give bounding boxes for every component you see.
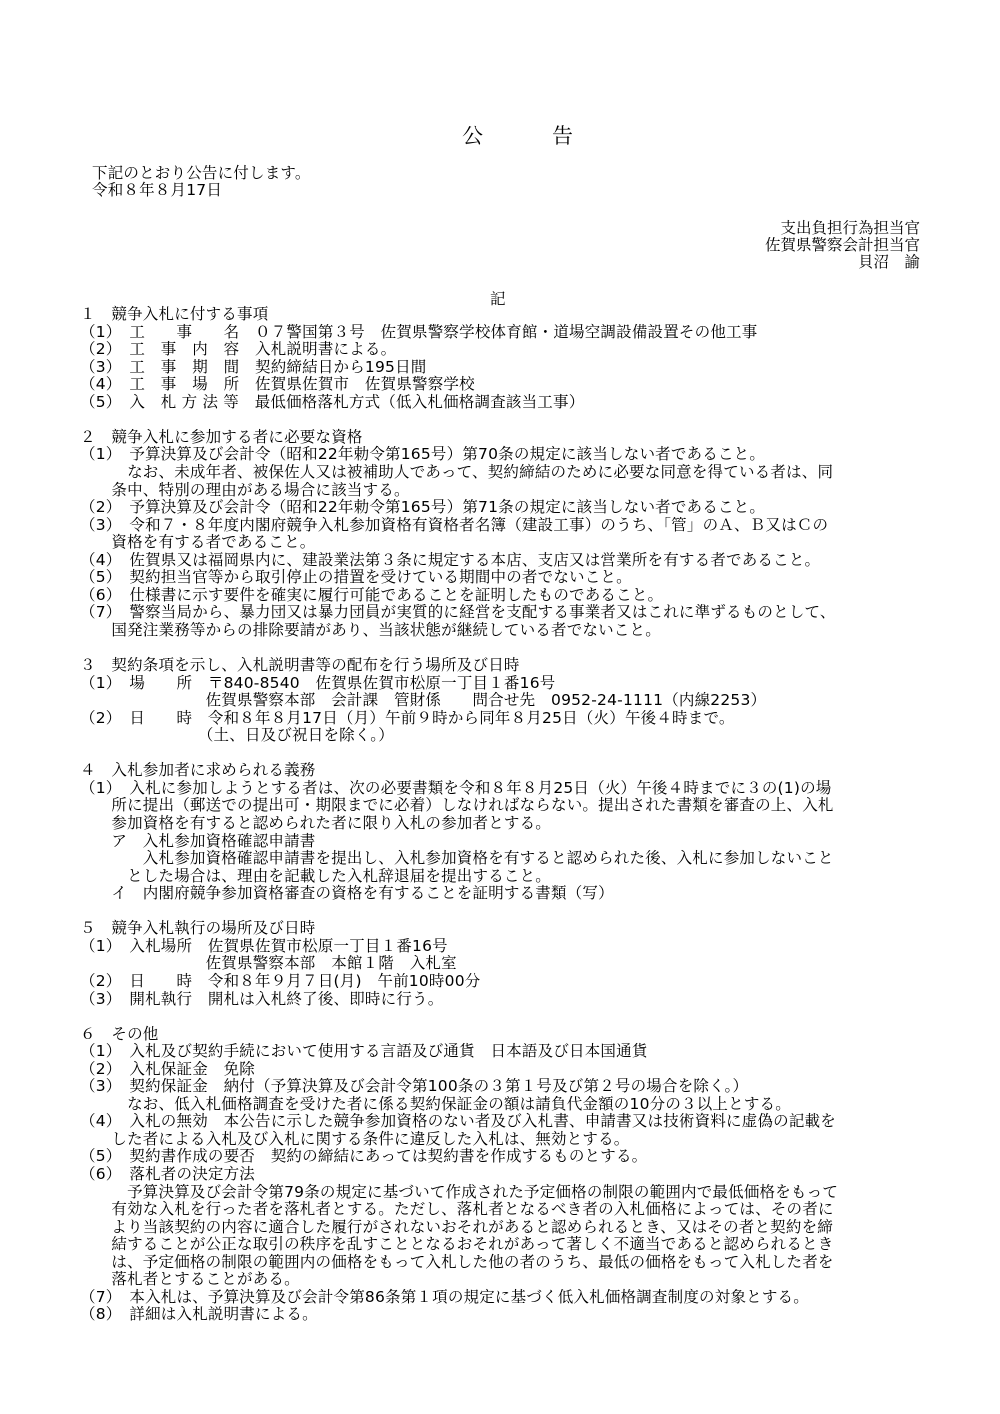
body-line: ４ 入札参加者に求められる義務 bbox=[80, 761, 316, 780]
body-line: （2） 日 時 令和８年８月17日（月）午前９時から同年８月25日（火）午後４時まで。 bbox=[80, 708, 735, 727]
body-line: 予算決算及び会計令第79条の規定に基づいて作成された予定価格の制限の範囲内で最低価格をもって bbox=[80, 1182, 839, 1201]
page-title: 公 告 bbox=[462, 124, 597, 148]
body-line: （1） 予算決算及び会計令（昭和22年勅令第165号）第70条の規定に該当しない者であること。 bbox=[80, 445, 766, 464]
body-line: （2） 日 時 令和８年９月７日(月) 午前10時00分 bbox=[80, 971, 481, 990]
body-line: （土、日及び祝日を除く。） bbox=[80, 726, 394, 745]
body-line: 国発注業務等からの排除要請があり、当該状態が継続している者でないこと。 bbox=[80, 620, 661, 639]
body-line: （8） 詳細は入札説明書による。 bbox=[80, 1305, 318, 1324]
body-line: 資格を有する者であること。 bbox=[80, 533, 316, 552]
body-line: （1） 工 事 名 ０７警国第３号 佐賀県警察学校体育館・道場空調設備設置その他工事 bbox=[80, 322, 758, 341]
body-line: 所に提出（郵送での提出可・期限までに必着）しなければならない。提出された書類を審査の上、入札 bbox=[80, 796, 834, 815]
body-line: （4） 佐賀県又は福岡県内に、建設業法第３条に規定する本店、支店又は営業所を有する者であること。 bbox=[80, 550, 821, 569]
body-line: ５ 競争入札執行の場所及び日時 bbox=[80, 919, 316, 938]
issuer-name: 貝沼 諭 bbox=[857, 253, 920, 271]
body-line: （7） 本入札は、予算決算及び会計令第86条第１項の規定に基づく低入札価格調査制度の対象とする。 bbox=[80, 1287, 809, 1306]
body-line: した者による入札及び入札に関する条件に違反した入札は、無効とする。 bbox=[80, 1129, 630, 1148]
body-line: （1） 入札場所 佐賀県佐賀市松原一丁目１番16号 bbox=[80, 936, 448, 955]
body-line: （3） 工 事 期 間 契約締結日から195日間 bbox=[80, 357, 427, 376]
body-line: 落札者とすることがある。 bbox=[80, 1270, 300, 1289]
body-line: ３ 契約条項を示し、入札説明書等の配布を行う場所及び日時 bbox=[80, 656, 520, 674]
body-line: （6） 落札者の決定方法 bbox=[80, 1165, 256, 1183]
body-line: （3） 契約保証金 納付（予算決算及び会計令第100条の３第１号及び第２号の場合を除く。） bbox=[80, 1077, 749, 1096]
body-line: （1） 入札及び契約手続において使用する言語及び通貨 日本語及び日本国通貨 bbox=[80, 1042, 648, 1061]
body-line: 参加資格を有すると認められた者に限り入札の参加者とする。 bbox=[80, 814, 552, 832]
body-line: １ 競争入札に付する事項 bbox=[80, 305, 269, 323]
body-line: ６ その他 bbox=[80, 1024, 159, 1043]
body-line: は、予定価格の制限の範囲内の価格をもって入札した他の者のうち、最低の価格をもって入札した者を bbox=[80, 1252, 834, 1271]
body-line: （4） 入札の無効 本公告に示した競争参加資格のない者及び入札書、申請書又は技術資料に虚偽の記載を bbox=[80, 1112, 836, 1131]
body-line: （6） 仕様書に示す要件を確実に履行可能であることを証明したものであること。 bbox=[80, 585, 664, 604]
body-line: 佐賀県警察本部 会計課 管財係 問合せ先 0952-24-1111（内線2253） bbox=[80, 691, 767, 710]
body-line: （3） 令和７・８年度内閣府競争入札参加資格有資格者名簿（建設工事）のうち、「管」のＡ、Ｂ又はＣの bbox=[80, 515, 829, 534]
body-line: より当該契約の内容に適合した履行がされないおそれがあると認められるとき、又はその者と契約を締 bbox=[80, 1217, 833, 1236]
body-line: （3） 開札執行 開札は入札終了後、即時に行う。 bbox=[80, 989, 444, 1008]
body-line: なお、低入札価格調査を受けた者に係る契約保証金の額は請負代金額の10分の３以上とする。 bbox=[80, 1094, 791, 1113]
body-line: イ 内閣府競争参加資格審査の資格を有することを証明する書類（写） bbox=[80, 884, 614, 903]
body-line: （1） 場 所 〒840-8540 佐賀県佐賀市松原一丁目１番16号 bbox=[80, 673, 556, 692]
body-line: （4） 工 事 場 所 佐賀県佐賀市 佐賀県警察学校 bbox=[80, 375, 475, 394]
intro-text: 下記のとおり公告に付します。 bbox=[92, 164, 311, 182]
body-line: 結することが公正な取引の秩序を乱すこととなるおそれがあって著しく不適当であると認められるとき bbox=[80, 1235, 834, 1254]
body-line: 条中、特別の理由がある場合に該当する。 bbox=[80, 480, 410, 499]
body-line: ア 入札参加資格確認申請書 bbox=[80, 831, 316, 850]
ki-heading: 記 bbox=[490, 290, 506, 308]
issuer-title: 支出負担行為担当官 bbox=[780, 219, 920, 237]
body-line: ２ 競争入札に参加する者に必要な資格 bbox=[80, 427, 363, 446]
body-line: （5） 契約担当官等から取引停止の措置を受けている期間中の者でないこと。 bbox=[80, 568, 632, 587]
body-line: （2） 工 事 内 容 入札説明書による。 bbox=[80, 340, 397, 359]
body-line: （2） 入札保証金 免除 bbox=[80, 1059, 256, 1078]
body-line: 入札参加資格確認申請書を提出し、入札参加資格を有すると認められた後、入札に参加しないこと bbox=[80, 849, 834, 868]
body-line: （1） 入札に参加しようとする者は、次の必要書類を令和８年８月25日（火）午後４時までに３の(1)の場 bbox=[80, 778, 832, 797]
notice-date: 令和８年８月17日 bbox=[92, 181, 223, 199]
body-line: なお、未成年者、被保佐人又は被補助人であって、契約締結のために必要な同意を得ている者は、同 bbox=[80, 463, 834, 481]
body-line: とした場合は、理由を記載した入札辞退届を提出すること。 bbox=[80, 866, 552, 885]
body-line: （5） 契約書作成の要否 契約の締結にあっては契約書を作成するものとする。 bbox=[80, 1147, 648, 1166]
body-line: （7） 警察当局から、暴力団又は暴力団員が実質的に経営を支配する事業者又はこれに準ずるものとして、 bbox=[80, 603, 836, 622]
body-line: （2） 予算決算及び会計令（昭和22年勅令第165号）第71条の規定に該当しない者であること。 bbox=[80, 498, 766, 517]
issuer-office: 佐賀県警察会計担当官 bbox=[764, 236, 920, 254]
body-line: 有効な入札を行った者を落札者とする。ただし、落札者となるべき者の入札価格によっては、その者に bbox=[80, 1200, 834, 1219]
body-line: 佐賀県警察本部 本館１階 入札室 bbox=[80, 954, 457, 973]
body-line: （5） 入 札 方 法 等 最低価格落札方式（低入札価格調査該当工事） bbox=[80, 392, 585, 411]
